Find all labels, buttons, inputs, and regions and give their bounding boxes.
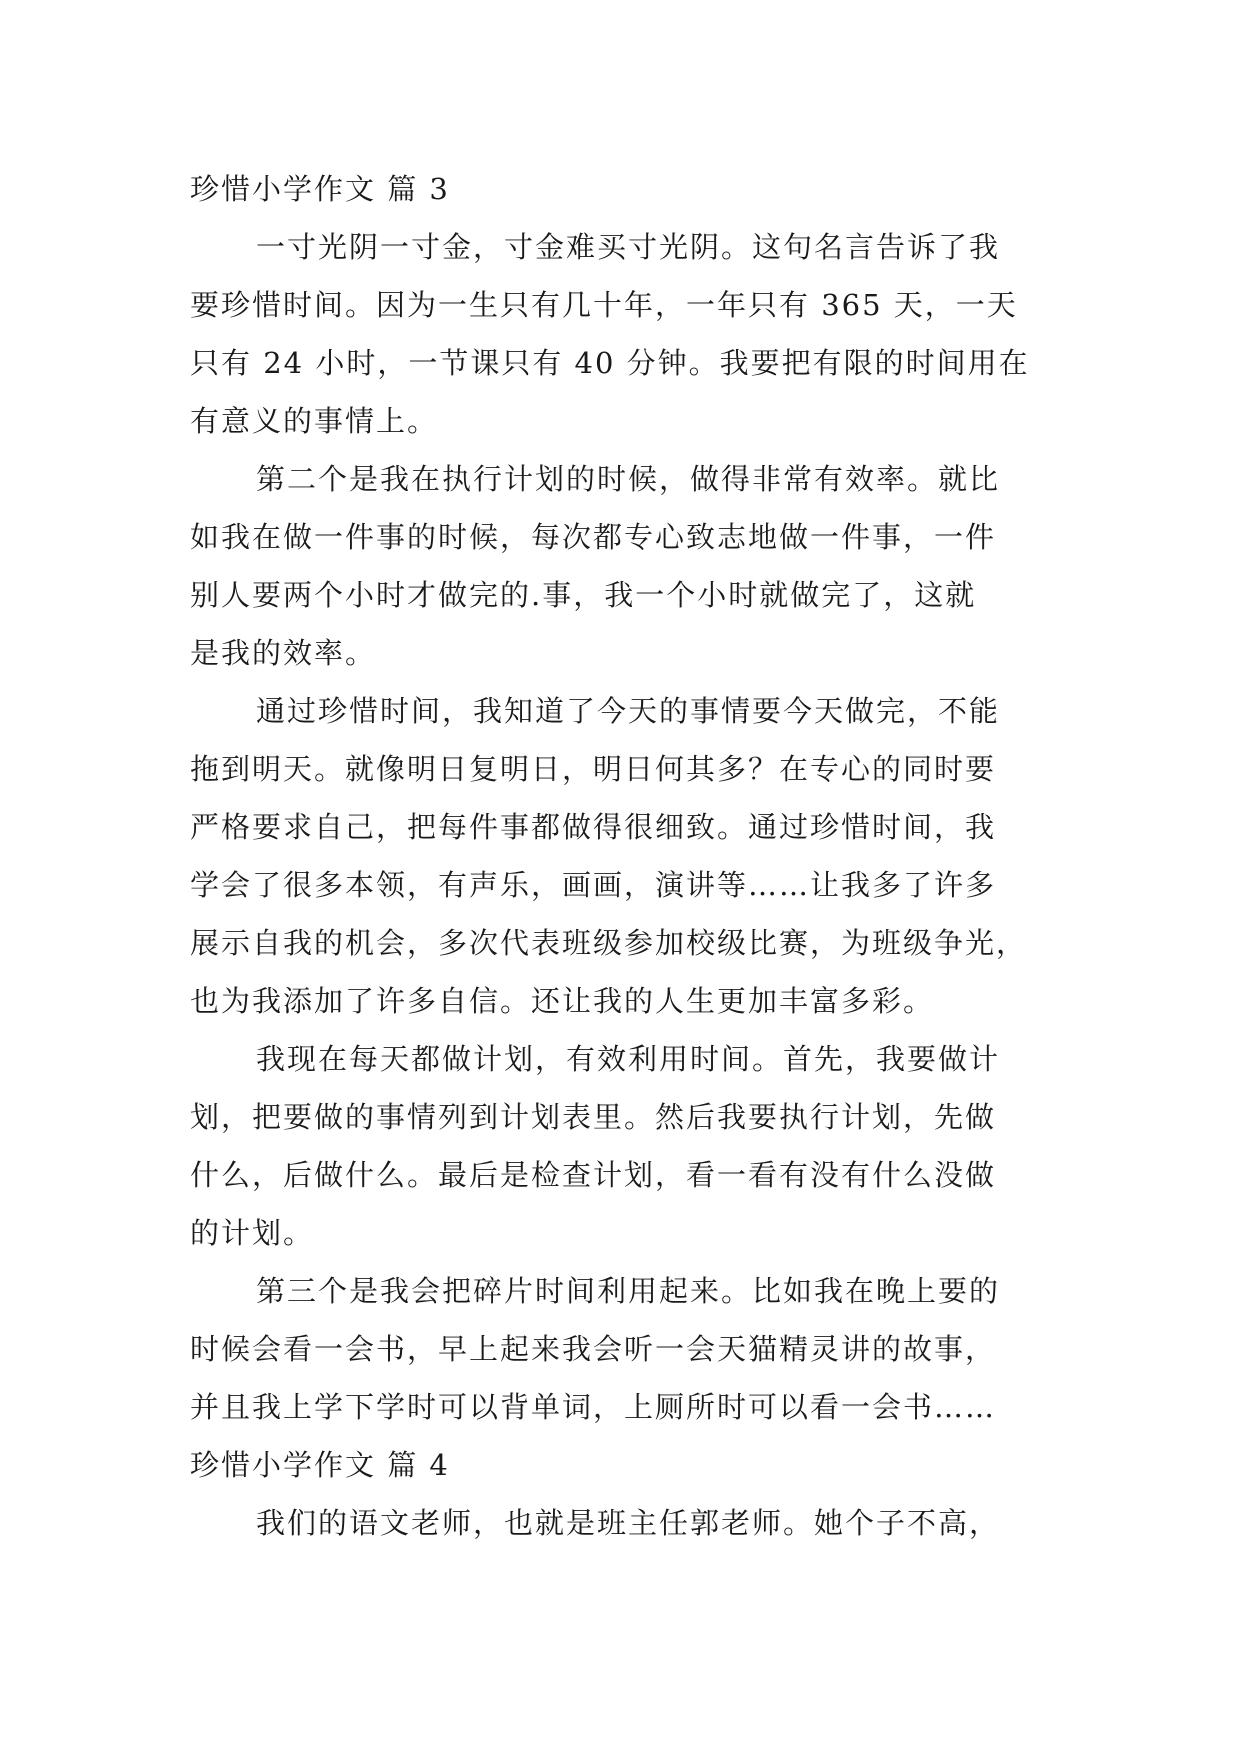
paragraph	[190, 1262, 1060, 1436]
paragraph-line: 学会了很多本领，有声乐，画画，演讲等……让我多了许多	[190, 868, 997, 902]
paragraph-line: 要珍惜时间。因为一生只有几十年，一年只有 365 天，一天	[190, 288, 1018, 322]
paragraph-line: 的计划。	[190, 1216, 315, 1250]
paragraph	[190, 1030, 1060, 1262]
paragraph-line: 我们的语文老师，也就是班主任郭老师。她个子不高，	[256, 1506, 1001, 1540]
paragraph-line: 是我的效率。	[190, 636, 377, 670]
paragraph-line: 也为我添加了许多自信。还让我的人生更加丰富多彩。	[190, 984, 935, 1018]
paragraph-line: 并且我上学下学时可以背单词，上厕所时可以看一会书……	[190, 1390, 997, 1424]
paragraph-line: 只有 24 小时，一节课只有 40 分钟。我要把有限的时间用在	[190, 346, 1030, 380]
paragraph-line: 严格要求自己，把每件事都做得很细致。通过珍惜时间，我	[190, 810, 997, 844]
document-body	[190, 160, 1060, 1552]
paragraph-line: 时候会看一会书，早上起来我会听一会天猫精灵讲的故事，	[190, 1332, 997, 1366]
paragraph	[190, 450, 1060, 682]
paragraph	[190, 1494, 1060, 1552]
paragraph	[190, 682, 1060, 1030]
section-heading: 珍惜小学作文 篇 3	[190, 172, 450, 206]
paragraph-line: 一寸光阴一寸金，寸金难买寸光阴。这句名言告诉了我	[256, 230, 1001, 264]
paragraph-line: 第三个是我会把碎片时间利用起来。比如我在晚上要的	[256, 1274, 1001, 1308]
section-heading: 珍惜小学作文 篇 4	[190, 1448, 450, 1482]
paragraph-line: 展示自我的机会，多次代表班级参加校级比赛，为班级争光，	[190, 926, 1028, 960]
paragraph-line: 第二个是我在执行计划的时候，做得非常有效率。就比	[256, 462, 1001, 496]
paragraph	[190, 218, 1060, 450]
paragraph-line: 如我在做一件事的时候，每次都专心致志地做一件事，一件	[190, 520, 997, 554]
paragraph-line: 我现在每天都做计划，有效利用时间。首先，我要做计	[256, 1042, 1001, 1076]
paragraph-line: 有意义的事情上。	[190, 404, 439, 438]
paragraph-line: 拖到明天。就像明日复明日，明日何其多？在专心的同时要	[190, 752, 997, 786]
paragraph-line: 通过珍惜时间，我知道了今天的事情要今天做完，不能	[256, 694, 1001, 728]
paragraph-line: 别人要两个小时才做完的.事，我一个小时就做完了，这就	[190, 578, 977, 612]
paragraph-line: 什么，后做什么。最后是检查计划，看一看有没有什么没做	[190, 1158, 997, 1192]
paragraph-line: 划，把要做的事情列到计划表里。然后我要执行计划，先做	[190, 1100, 997, 1134]
